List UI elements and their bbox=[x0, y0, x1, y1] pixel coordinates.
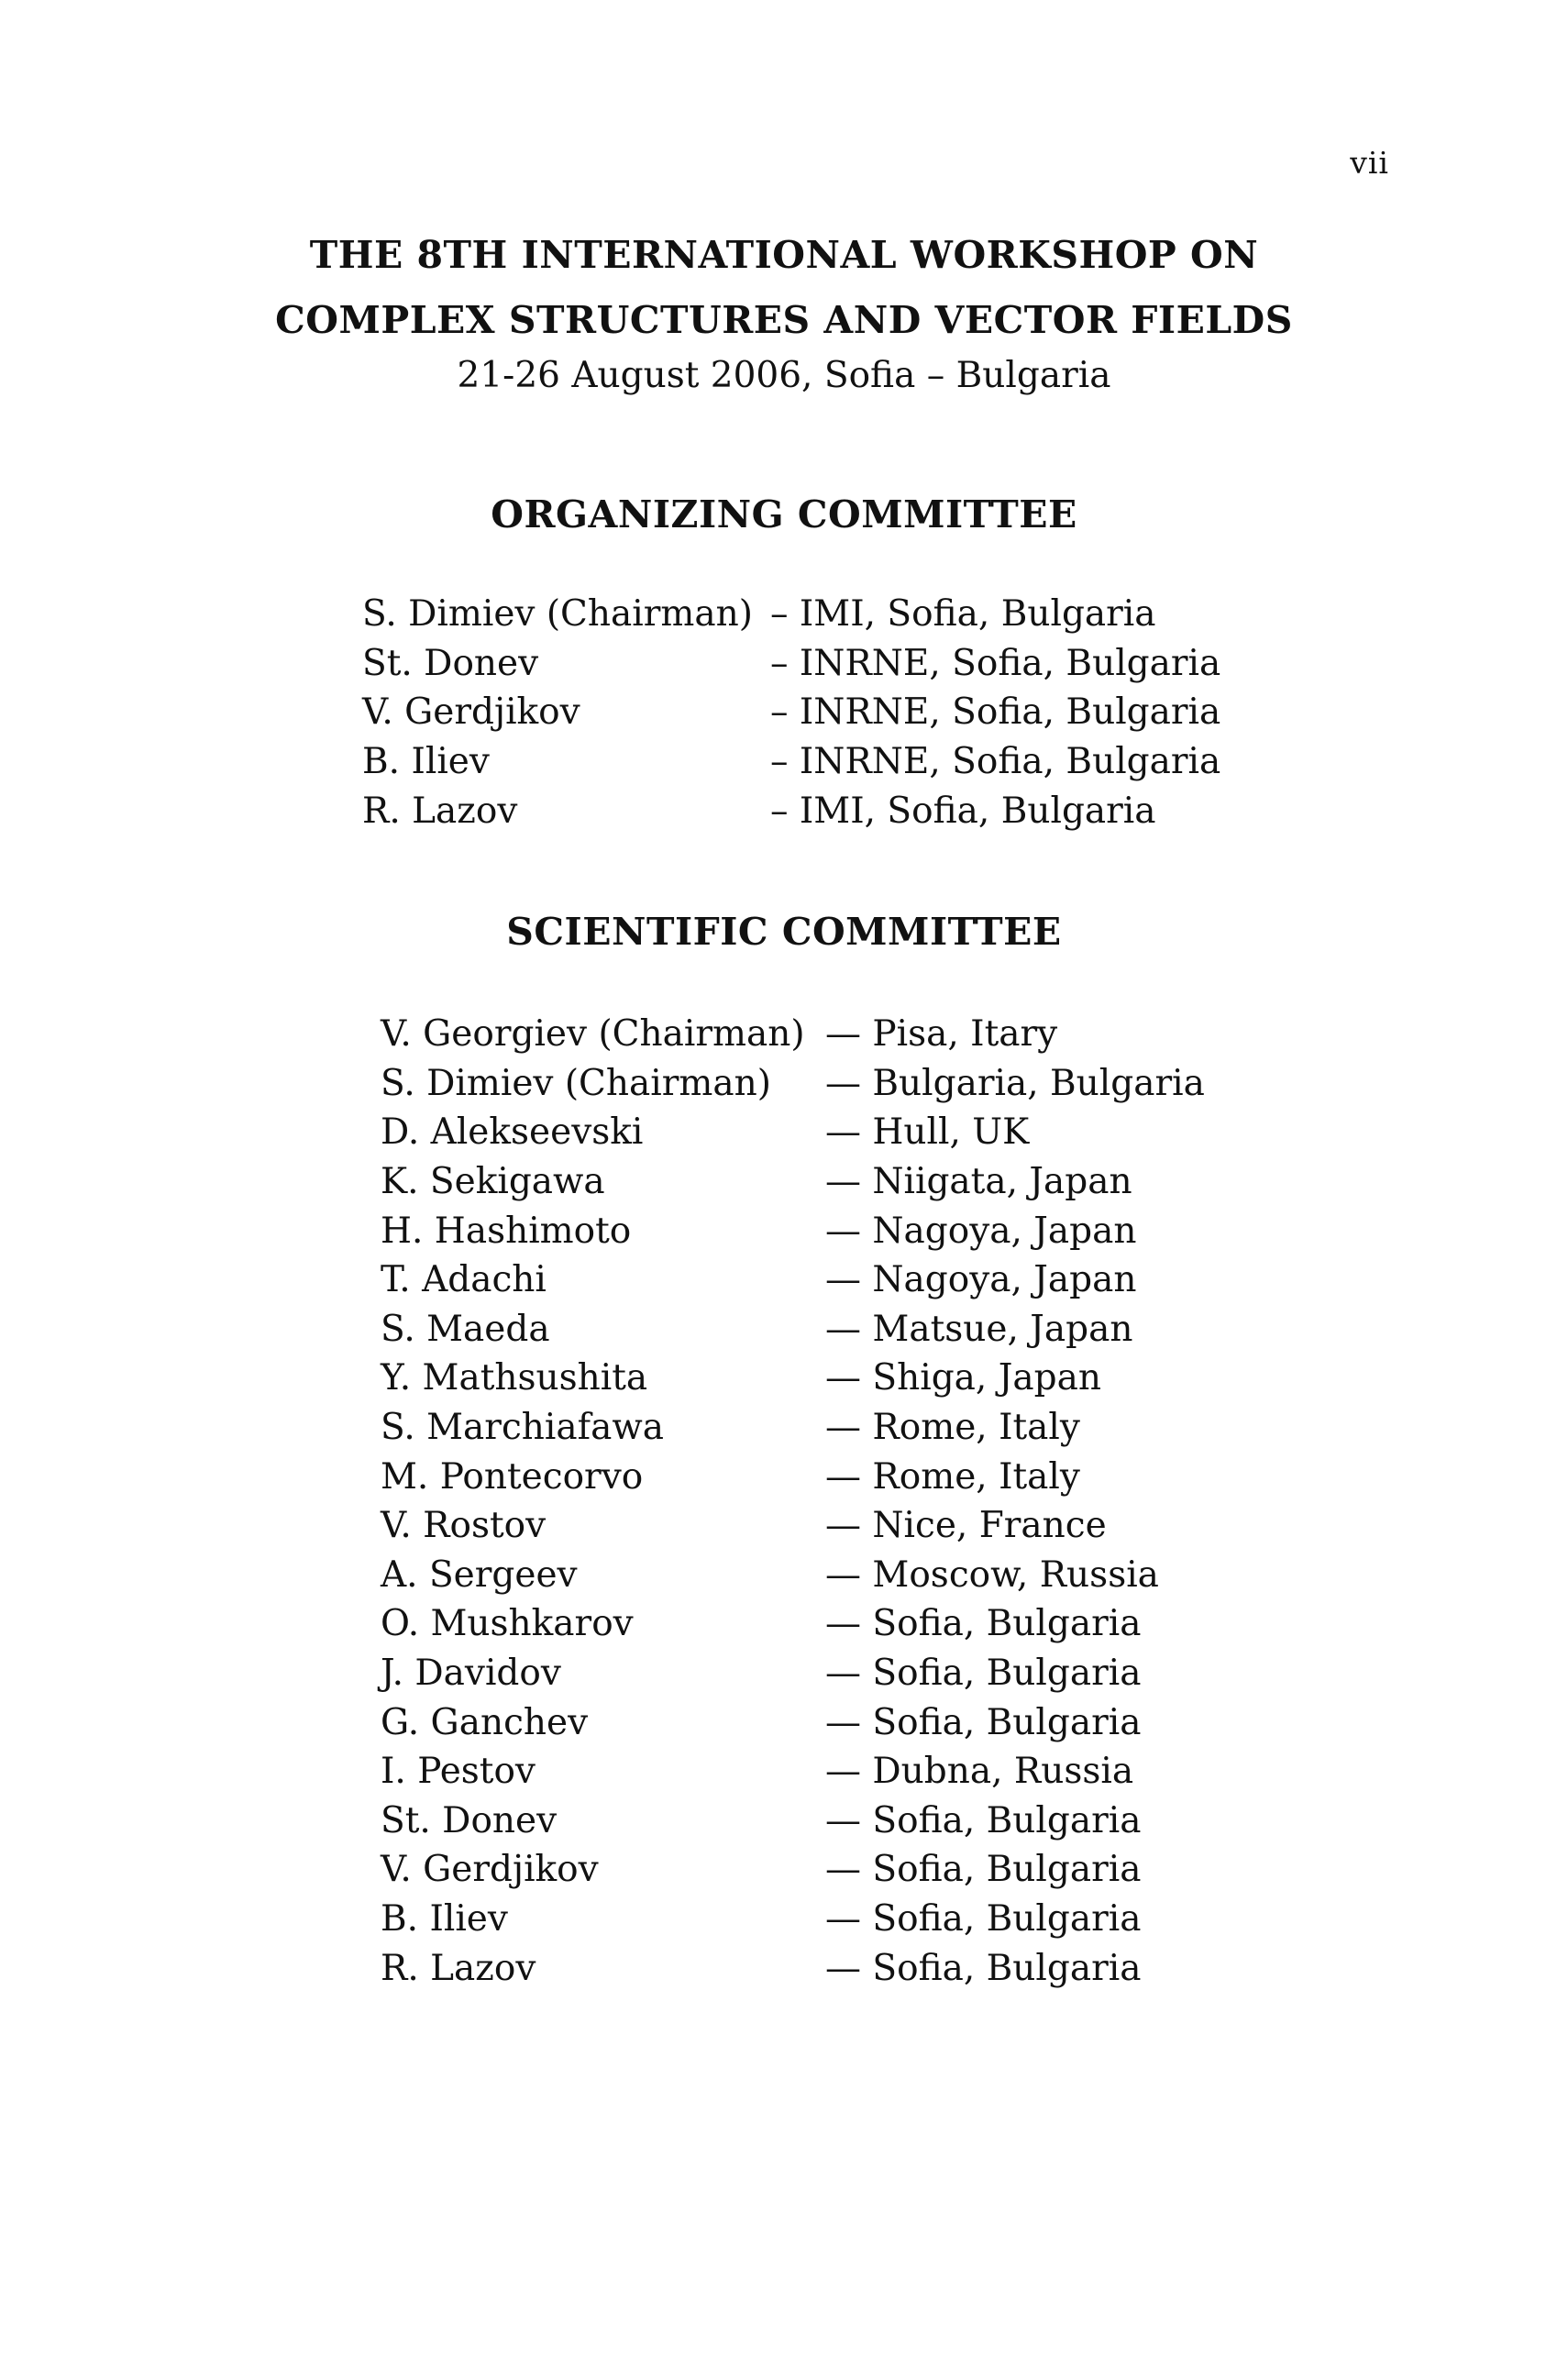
committee-member bbox=[381, 1649, 1205, 1698]
member-affiliation: — Sofia, Bulgaria bbox=[825, 1603, 1142, 1645]
member-name: H. Hashimoto bbox=[381, 1210, 632, 1252]
member-affiliation: — Dubna, Russia bbox=[825, 1751, 1134, 1793]
member-affiliation: – IMI, Sofia, Bulgaria bbox=[770, 593, 1156, 636]
committee-member bbox=[362, 639, 1220, 689]
workshop-title bbox=[0, 223, 1568, 353]
committee-member bbox=[381, 1747, 1205, 1797]
committee-member bbox=[381, 1206, 1205, 1255]
member-affiliation: — Niigata, Japan bbox=[825, 1161, 1132, 1203]
committee-member bbox=[381, 1797, 1205, 1846]
member-affiliation: — Sofia, Bulgaria bbox=[825, 1897, 1142, 1940]
workshop-title-line-1: THE 8TH INTERNATIONAL WORKSHOP ON bbox=[309, 233, 1259, 277]
member-affiliation: — Rome, Italy bbox=[825, 1407, 1080, 1449]
committee-member bbox=[381, 1157, 1205, 1207]
organizing-committee-list bbox=[362, 590, 1220, 835]
member-name: G. Ganchev bbox=[381, 1701, 589, 1743]
committee-member bbox=[362, 688, 1220, 737]
committee-member bbox=[381, 1403, 1205, 1453]
member-affiliation: — Sofia, Bulgaria bbox=[825, 1653, 1142, 1695]
member-name: S. Dimiev (Chairman) bbox=[381, 1062, 771, 1104]
member-name: R. Lazov bbox=[362, 790, 518, 832]
member-name: B. Iliev bbox=[381, 1897, 508, 1940]
committee-member bbox=[381, 1551, 1205, 1600]
member-affiliation: — Hull, UK bbox=[825, 1111, 1030, 1154]
committee-member bbox=[381, 1452, 1205, 1501]
member-affiliation: — Nice, France bbox=[825, 1505, 1107, 1547]
member-name: S. Dimiev (Chairman) bbox=[362, 593, 753, 636]
member-affiliation: – IMI, Sofia, Bulgaria bbox=[770, 790, 1156, 832]
member-name: T. Adachi bbox=[381, 1259, 547, 1301]
member-name: V. Georgiev (Chairman) bbox=[381, 1013, 805, 1056]
member-affiliation: — Sofia, Bulgaria bbox=[825, 1701, 1142, 1743]
member-name: K. Sekigawa bbox=[381, 1161, 605, 1203]
page-number: vii bbox=[1350, 145, 1389, 181]
workshop-title-line-2: COMPLEX STRUCTURES AND VECTOR FIELDS bbox=[275, 298, 1293, 342]
committee-member bbox=[381, 1354, 1205, 1403]
committee-member bbox=[381, 1845, 1205, 1895]
committee-member bbox=[381, 1697, 1205, 1747]
organizing-committee-heading: ORGANIZING COMMITTEE bbox=[491, 492, 1077, 536]
member-name: V. Gerdjikov bbox=[362, 691, 580, 734]
committee-member bbox=[362, 590, 1220, 639]
member-name: V. Gerdjikov bbox=[381, 1849, 599, 1891]
member-name: M. Pontecorvo bbox=[381, 1455, 644, 1498]
committee-member bbox=[381, 1305, 1205, 1354]
member-affiliation: – INRNE, Sofia, Bulgaria bbox=[770, 691, 1221, 734]
committee-member bbox=[381, 1255, 1205, 1305]
member-affiliation: – INRNE, Sofia, Bulgaria bbox=[770, 642, 1221, 684]
member-affiliation: — Nagoya, Japan bbox=[825, 1210, 1137, 1252]
member-affiliation: — Pisa, Itary bbox=[825, 1013, 1058, 1056]
member-affiliation: — Bulgaria, Bulgaria bbox=[825, 1062, 1205, 1104]
member-name: R. Lazov bbox=[381, 1947, 536, 1989]
scientific-committee-list bbox=[381, 1010, 1205, 1993]
member-name: S. Maeda bbox=[381, 1308, 550, 1350]
member-affiliation: — Shiga, Japan bbox=[825, 1357, 1101, 1399]
member-name: J. Davidov bbox=[381, 1653, 561, 1695]
member-affiliation: — Rome, Italy bbox=[825, 1455, 1080, 1498]
workshop-dates-location: 21-26 August 2006, Sofia – Bulgaria bbox=[457, 355, 1111, 396]
committee-member bbox=[381, 1599, 1205, 1649]
committee-member bbox=[381, 1895, 1205, 1944]
committee-member bbox=[381, 1010, 1205, 1059]
member-affiliation: — Nagoya, Japan bbox=[825, 1259, 1137, 1301]
member-affiliation: — Sofia, Bulgaria bbox=[825, 1849, 1142, 1891]
member-name: D. Alekseevski bbox=[381, 1111, 644, 1154]
member-name: O. Mushkarov bbox=[381, 1603, 634, 1645]
member-affiliation: — Sofia, Bulgaria bbox=[825, 1947, 1142, 1989]
member-affiliation: — Matsue, Japan bbox=[825, 1308, 1133, 1350]
member-affiliation: — Moscow, Russia bbox=[825, 1553, 1159, 1596]
member-affiliation: – INRNE, Sofia, Bulgaria bbox=[770, 741, 1221, 783]
member-name: St. Donev bbox=[381, 1799, 558, 1841]
member-name: I. Pestov bbox=[381, 1751, 536, 1793]
member-name: A. Sergeev bbox=[381, 1553, 578, 1596]
committee-member bbox=[362, 786, 1220, 835]
member-name: Y. Mathsushita bbox=[381, 1357, 648, 1399]
committee-member bbox=[362, 737, 1220, 787]
committee-member bbox=[381, 1059, 1205, 1109]
committee-member bbox=[381, 1943, 1205, 1993]
member-name: St. Donev bbox=[362, 642, 539, 684]
member-name: V. Rostov bbox=[381, 1505, 547, 1547]
committee-member bbox=[381, 1501, 1205, 1551]
member-name: S. Marchiafawa bbox=[381, 1407, 664, 1449]
committee-member bbox=[381, 1108, 1205, 1157]
member-affiliation: — Sofia, Bulgaria bbox=[825, 1799, 1142, 1841]
scientific-committee-heading: SCIENTIFIC COMMITTEE bbox=[506, 910, 1062, 954]
member-name: B. Iliev bbox=[362, 741, 490, 783]
